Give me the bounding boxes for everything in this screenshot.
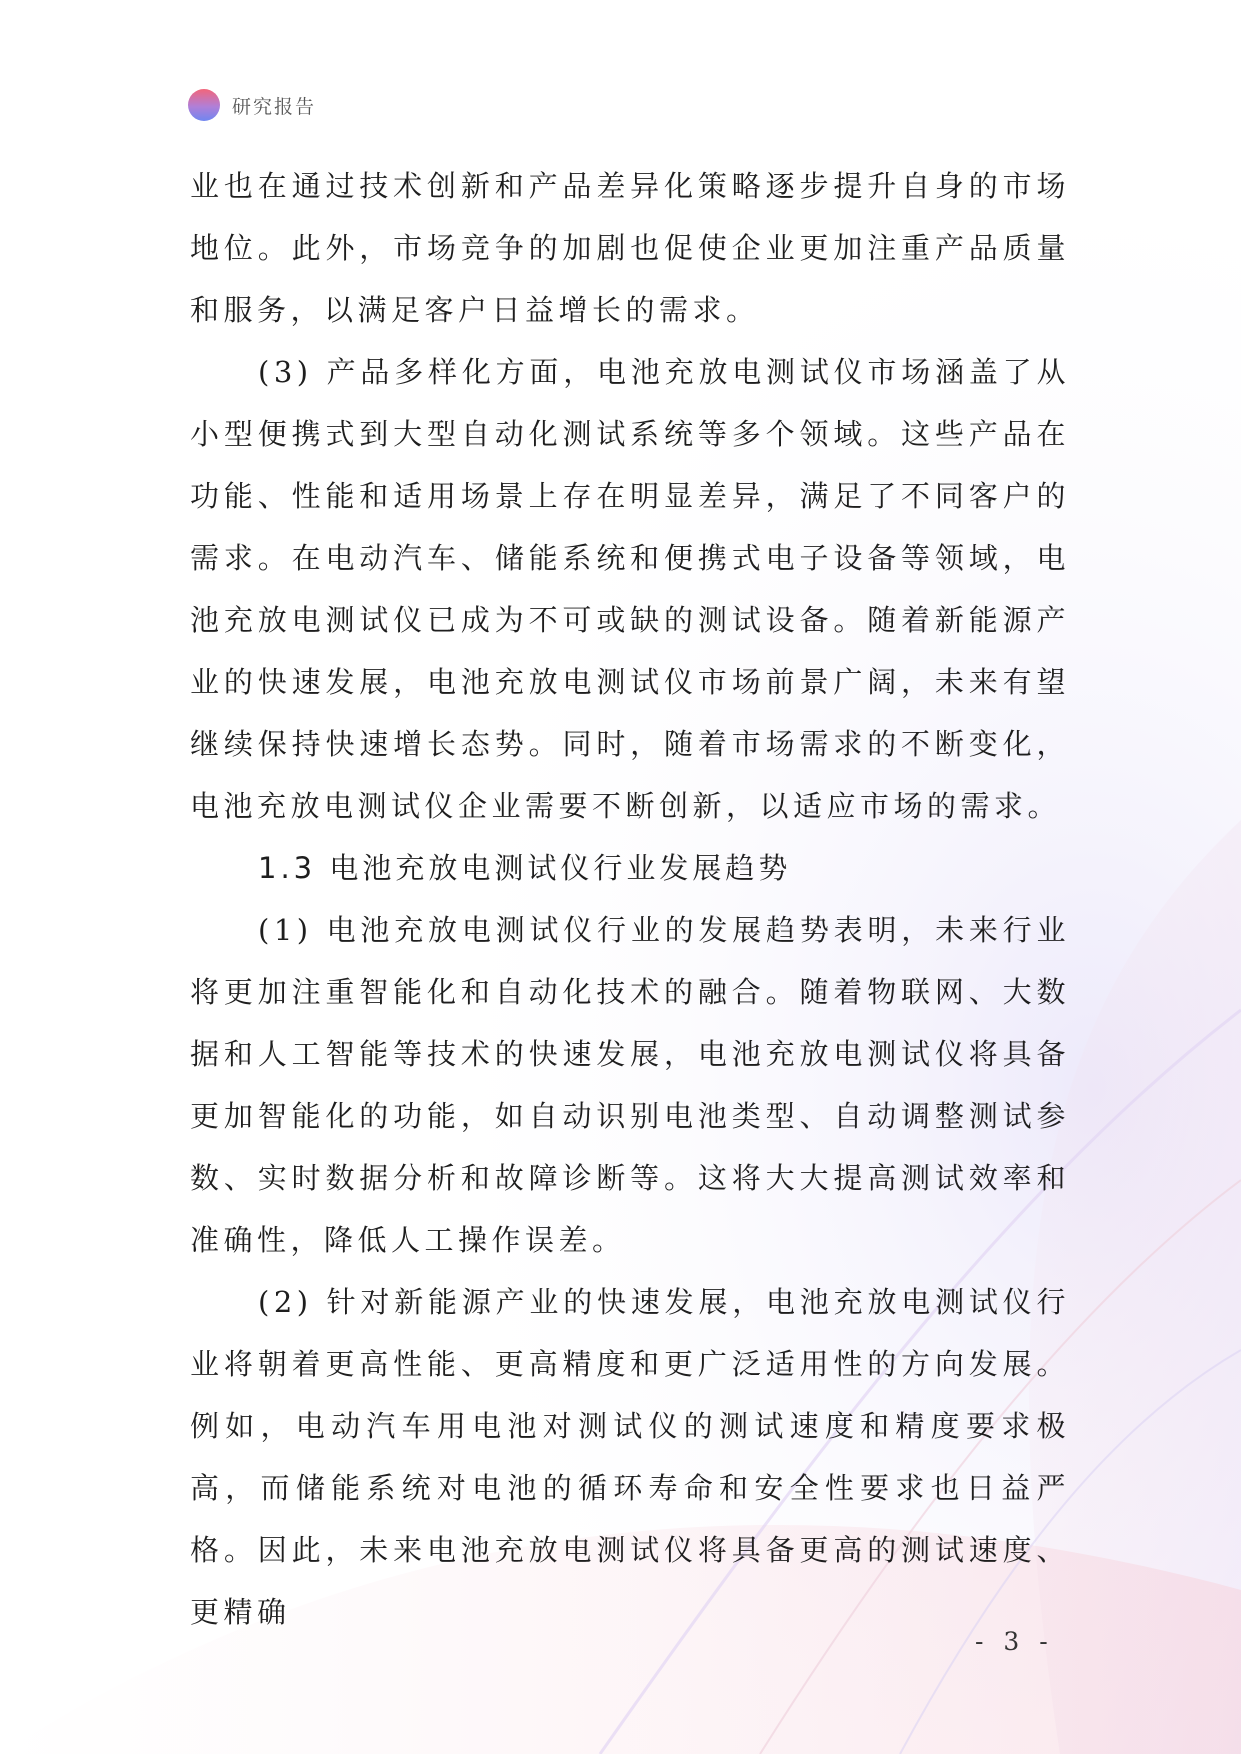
page-number: - 3 -	[975, 1627, 1054, 1656]
paragraph-item-3: (3) 产品多样化方面，电池充放电测试仪市场涵盖了从小型便携式到大型自动化测试系统等多个领域。这些产品在功能、性能和适用场景上存在明显差异，满足了不同客户的需求。在电动汽车、储能系统和便携式电子设备等领域，电池充放电测试仪已成为不可或缺的测试设备。随着新能源产业的快速发展，电池充放电测试仪市场前景广阔，未来有望继续保持快速增长态势。同时，随着市场需求的不断变化，电池充放电测试仪企业需要不断创新，以适应市场的需求。	[190, 355, 1070, 823]
paragraph-item-2: (2) 针对新能源产业的快速发展，电池充放电测试仪行业将朝着更高性能、更高精度和更广泛适用性的方向发展。例如，电动汽车用电池对测试仪的测试速度和精度要求极高，而储能系统对电池的循环寿命和安全性要求也日益严格。因此，未来电池充放电测试仪将具备更高的测试速度、更精确	[190, 1285, 1070, 1629]
body-content	[190, 155, 1070, 1643]
paragraph-continued: 业也在通过技术创新和产品差异化策略逐步提升自身的市场地位。此外，市场竞争的加剧也促使企业更加注重产品质量和服务，以满足客户日益增长的需求。	[190, 169, 1070, 327]
section-heading: 1.3 电池充放电测试仪行业发展趋势	[258, 851, 792, 885]
header-title: 研究报告	[232, 95, 317, 118]
report-header	[188, 89, 316, 121]
gradient-circle-logo-icon	[188, 89, 220, 121]
paragraph-item-1: (1) 电池充放电测试仪行业的发展趋势表明，未来行业将更加注重智能化和自动化技术的融合。随着物联网、大数据和人工智能等技术的快速发展，电池充放电测试仪将具备更加智能化的功能，如自动识别电池类型、自动调整测试参数、实时数据分析和故障诊断等。这将大大提高测试效率和准确性，降低人工操作误差。	[190, 913, 1070, 1257]
